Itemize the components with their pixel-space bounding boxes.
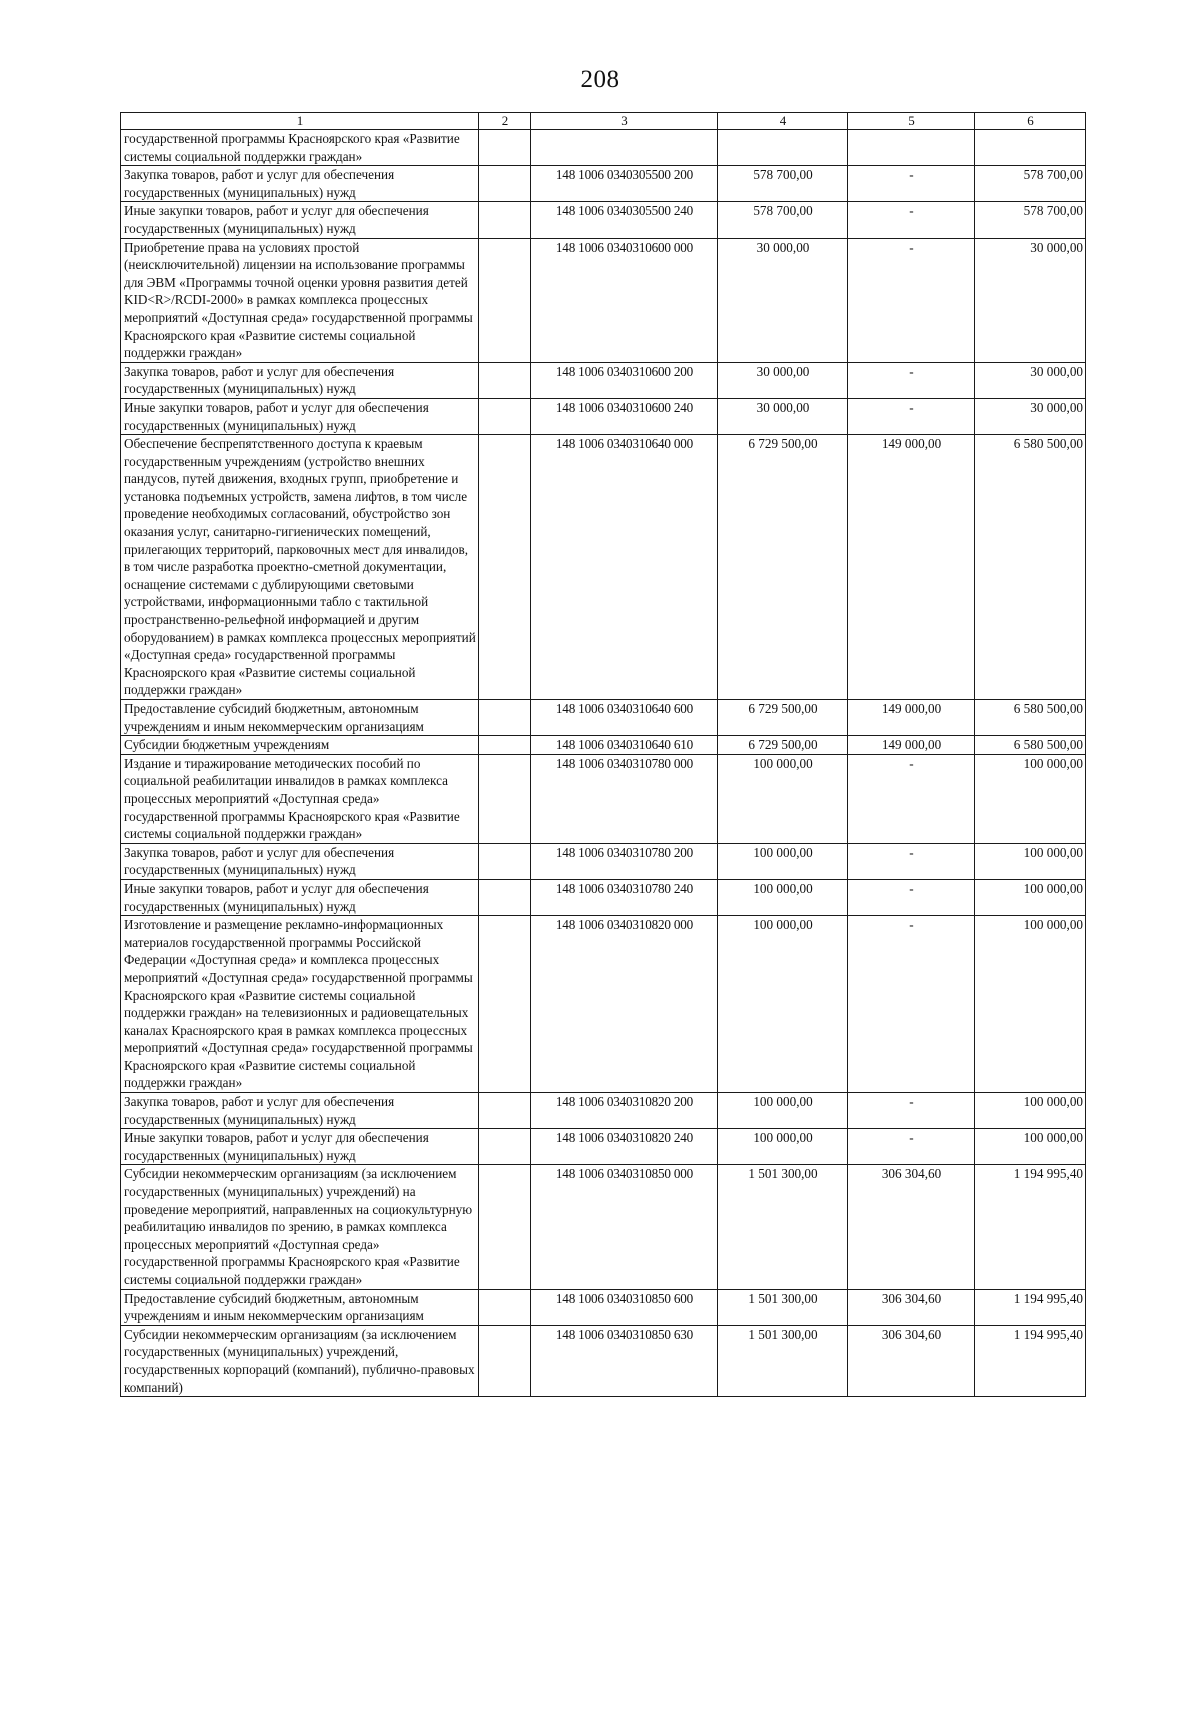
row-name-cell: Иные закупки товаров, работ и услуг для обеспечения государственных (муниципальных) нужд (121, 202, 479, 238)
row-col2-cell (479, 435, 531, 700)
change-amount-cell: - (848, 843, 975, 879)
budget-code-cell: 148 1006 0340310820 000 (531, 916, 718, 1093)
change-amount-cell: - (848, 202, 975, 238)
change-amount-cell: - (848, 166, 975, 202)
table-row (121, 1129, 1086, 1165)
table-row (121, 1289, 1086, 1325)
row-name-cell: Иные закупки товаров, работ и услуг для обеспечения государственных (муниципальных) нужд (121, 879, 479, 915)
row-col2-cell (479, 879, 531, 915)
table-row (121, 1093, 1086, 1129)
row-name-cell: Приобретение права на условиях простой (неисключительной) лицензии на использование программы для ЭВМ «Программы точной оценки уровня развития детей KID<R>/RCDI-2000» в рамках комплекса процессных мероприятий «Доступная среда» государственной программы Красноярского края «Развитие системы социальной поддержки граждан» (121, 238, 479, 362)
table-row (121, 1165, 1086, 1289)
row-col2-cell (479, 1289, 531, 1325)
plan-amount-cell: 6 729 500,00 (718, 736, 848, 755)
table-row (121, 879, 1086, 915)
row-name-cell: Субсидии некоммерческим организациям (за исключением государственных (муниципальных) учреждений, государственных корпораций (компаний), публично-правовых компаний) (121, 1325, 479, 1396)
row-col2-cell (479, 398, 531, 434)
table-row (121, 130, 1086, 166)
budget-code-cell: 148 1006 0340310850 600 (531, 1289, 718, 1325)
change-amount-cell: 149 000,00 (848, 700, 975, 736)
total-amount-cell: 1 194 995,40 (975, 1289, 1086, 1325)
change-amount-cell: 306 304,60 (848, 1165, 975, 1289)
row-name-cell: Иные закупки товаров, работ и услуг для обеспечения государственных (муниципальных) нужд (121, 398, 479, 434)
table-row (121, 754, 1086, 843)
total-amount-cell: 30 000,00 (975, 238, 1086, 362)
budget-code-cell: 148 1006 0340310850 000 (531, 1165, 718, 1289)
change-amount-cell: 149 000,00 (848, 736, 975, 755)
budget-code-cell: 148 1006 0340310820 200 (531, 1093, 718, 1129)
table-row (121, 700, 1086, 736)
budget-code-cell: 148 1006 0340310640 000 (531, 435, 718, 700)
table-row (121, 202, 1086, 238)
change-amount-cell (848, 130, 975, 166)
row-name-cell: Издание и тиражирование методических пособий по социальной реабилитации инвалидов в рамках комплекса процессных мероприятий «Доступная среда» государственной программы Красноярского края «Развитие системы социальной поддержки граждан» (121, 754, 479, 843)
total-amount-cell: 30 000,00 (975, 362, 1086, 398)
table-row (121, 736, 1086, 755)
total-amount-cell: 100 000,00 (975, 916, 1086, 1093)
plan-amount-cell: 100 000,00 (718, 916, 848, 1093)
budget-code-cell: 148 1006 0340310600 240 (531, 398, 718, 434)
table-row (121, 916, 1086, 1093)
total-amount-cell: 1 194 995,40 (975, 1165, 1086, 1289)
total-amount-cell: 1 194 995,40 (975, 1325, 1086, 1396)
total-amount-cell: 30 000,00 (975, 398, 1086, 434)
column-number-5: 5 (848, 113, 975, 130)
total-amount-cell: 100 000,00 (975, 754, 1086, 843)
total-amount-cell: 100 000,00 (975, 879, 1086, 915)
budget-code-cell: 148 1006 0340310820 240 (531, 1129, 718, 1165)
row-name-cell: Изготовление и размещение рекламно-информационных материалов государственной программы Российской Федерации «Доступная среда» и комплекса процессных мероприятий «Доступная среда» государственной программы Красноярского края «Развитие системы социальной поддержки граждан» на телевизионных и радиовещательных каналах Красноярского края в рамках комплекса процессных мероприятий «Доступная среда» государственной программы Красноярского края «Развитие системы социальной поддержки граждан» (121, 916, 479, 1093)
plan-amount-cell: 578 700,00 (718, 202, 848, 238)
budget-code-cell: 148 1006 0340310600 000 (531, 238, 718, 362)
plan-amount-cell: 6 729 500,00 (718, 700, 848, 736)
plan-amount-cell: 1 501 300,00 (718, 1289, 848, 1325)
table-row (121, 398, 1086, 434)
budget-code-cell: 148 1006 0340310780 200 (531, 843, 718, 879)
row-name-cell: государственной программы Красноярского края «Развитие системы социальной поддержки граждан» (121, 130, 479, 166)
plan-amount-cell: 578 700,00 (718, 166, 848, 202)
row-col2-cell (479, 916, 531, 1093)
row-col2-cell (479, 238, 531, 362)
budget-code-cell (531, 130, 718, 166)
row-col2-cell (479, 1325, 531, 1396)
row-name-cell: Иные закупки товаров, работ и услуг для обеспечения государственных (муниципальных) нужд (121, 1129, 479, 1165)
change-amount-cell: 149 000,00 (848, 435, 975, 700)
row-col2-cell (479, 202, 531, 238)
change-amount-cell: - (848, 1093, 975, 1129)
change-amount-cell: - (848, 362, 975, 398)
total-amount-cell: 100 000,00 (975, 1129, 1086, 1165)
row-name-cell: Закупка товаров, работ и услуг для обеспечения государственных (муниципальных) нужд (121, 166, 479, 202)
plan-amount-cell: 100 000,00 (718, 843, 848, 879)
row-name-cell: Закупка товаров, работ и услуг для обеспечения государственных (муниципальных) нужд (121, 362, 479, 398)
row-name-cell: Предоставление субсидий бюджетным, автономным учреждениям и иным некоммерческим организациям (121, 700, 479, 736)
column-number-2: 2 (479, 113, 531, 130)
row-col2-cell (479, 362, 531, 398)
change-amount-cell: - (848, 238, 975, 362)
table-row (121, 1325, 1086, 1396)
row-col2-cell (479, 1165, 531, 1289)
row-col2-cell (479, 754, 531, 843)
row-col2-cell (479, 1129, 531, 1165)
total-amount-cell: 100 000,00 (975, 843, 1086, 879)
table-row (121, 166, 1086, 202)
plan-amount-cell: 100 000,00 (718, 754, 848, 843)
plan-amount-cell: 6 729 500,00 (718, 435, 848, 700)
column-number-3: 3 (531, 113, 718, 130)
column-number-row (121, 113, 1086, 130)
budget-code-cell: 148 1006 0340305500 240 (531, 202, 718, 238)
budget-code-cell: 148 1006 0340310780 240 (531, 879, 718, 915)
table-row (121, 238, 1086, 362)
change-amount-cell: - (848, 879, 975, 915)
budget-code-cell: 148 1006 0340310600 200 (531, 362, 718, 398)
total-amount-cell (975, 130, 1086, 166)
row-col2-cell (479, 700, 531, 736)
change-amount-cell: - (848, 916, 975, 1093)
row-col2-cell (479, 1093, 531, 1129)
budget-code-cell: 148 1006 0340310850 630 (531, 1325, 718, 1396)
row-col2-cell (479, 166, 531, 202)
budget-code-cell: 148 1006 0340310640 610 (531, 736, 718, 755)
column-number-6: 6 (975, 113, 1086, 130)
change-amount-cell: - (848, 1129, 975, 1165)
total-amount-cell: 6 580 500,00 (975, 700, 1086, 736)
change-amount-cell: 306 304,60 (848, 1289, 975, 1325)
budget-code-cell: 148 1006 0340305500 200 (531, 166, 718, 202)
row-col2-cell (479, 736, 531, 755)
budget-code-cell: 148 1006 0340310640 600 (531, 700, 718, 736)
plan-amount-cell: 100 000,00 (718, 1129, 848, 1165)
plan-amount-cell: 30 000,00 (718, 398, 848, 434)
total-amount-cell: 578 700,00 (975, 166, 1086, 202)
total-amount-cell: 100 000,00 (975, 1093, 1086, 1129)
table-row (121, 362, 1086, 398)
plan-amount-cell (718, 130, 848, 166)
plan-amount-cell: 1 501 300,00 (718, 1165, 848, 1289)
row-col2-cell (479, 130, 531, 166)
budget-table-body (121, 113, 1086, 1397)
page-number: 208 (580, 66, 620, 93)
row-name-cell: Субсидии бюджетным учреждениям (121, 736, 479, 755)
change-amount-cell: - (848, 754, 975, 843)
row-name-cell: Обеспечение беспрепятственного доступа к краевым государственным учреждениям (устройство внешних пандусов, путей движения, входных групп, приобретение и установка подъемных устройств, замена лифтов, в том числе проведение необходимых согласований, обустройство зон оказания услуг, санитарно-гигиенических помещений, прилегающих территорий, парковочных мест для инвалидов, в том числе разработка проектно-сметной документации, оснащение системами с дублирующими световыми устройствами, информационными табло с тактильной пространственно-рельефной информацией и другим оборудованием) в рамках комплекса процессных мероприятий «Доступная среда» государственной программы Красноярского края «Развитие системы социальной поддержки граждан» (121, 435, 479, 700)
total-amount-cell: 6 580 500,00 (975, 435, 1086, 700)
table-row (121, 435, 1086, 700)
row-name-cell: Закупка товаров, работ и услуг для обеспечения государственных (муниципальных) нужд (121, 1093, 479, 1129)
change-amount-cell: - (848, 398, 975, 434)
plan-amount-cell: 30 000,00 (718, 362, 848, 398)
row-col2-cell (479, 843, 531, 879)
total-amount-cell: 6 580 500,00 (975, 736, 1086, 755)
plan-amount-cell: 100 000,00 (718, 879, 848, 915)
row-name-cell: Субсидии некоммерческим организациям (за исключением государственных (муниципальных) учреждений) на проведение мероприятий, направленных на социокультурную реабилитацию инвалидов по зрению, в рамках комплекса процессных мероприятий «Доступная среда» государственной программы Красноярского края «Развитие системы социальной поддержки граждан» (121, 1165, 479, 1289)
row-name-cell: Предоставление субсидий бюджетным, автономным учреждениям и иным некоммерческим организациям (121, 1289, 479, 1325)
table-row (121, 843, 1086, 879)
plan-amount-cell: 1 501 300,00 (718, 1325, 848, 1396)
total-amount-cell: 578 700,00 (975, 202, 1086, 238)
row-name-cell: Закупка товаров, работ и услуг для обеспечения государственных (муниципальных) нужд (121, 843, 479, 879)
change-amount-cell: 306 304,60 (848, 1325, 975, 1396)
budget-table (120, 112, 1086, 1397)
plan-amount-cell: 100 000,00 (718, 1093, 848, 1129)
column-number-4: 4 (718, 113, 848, 130)
plan-amount-cell: 30 000,00 (718, 238, 848, 362)
column-number-1: 1 (121, 113, 479, 130)
budget-code-cell: 148 1006 0340310780 000 (531, 754, 718, 843)
